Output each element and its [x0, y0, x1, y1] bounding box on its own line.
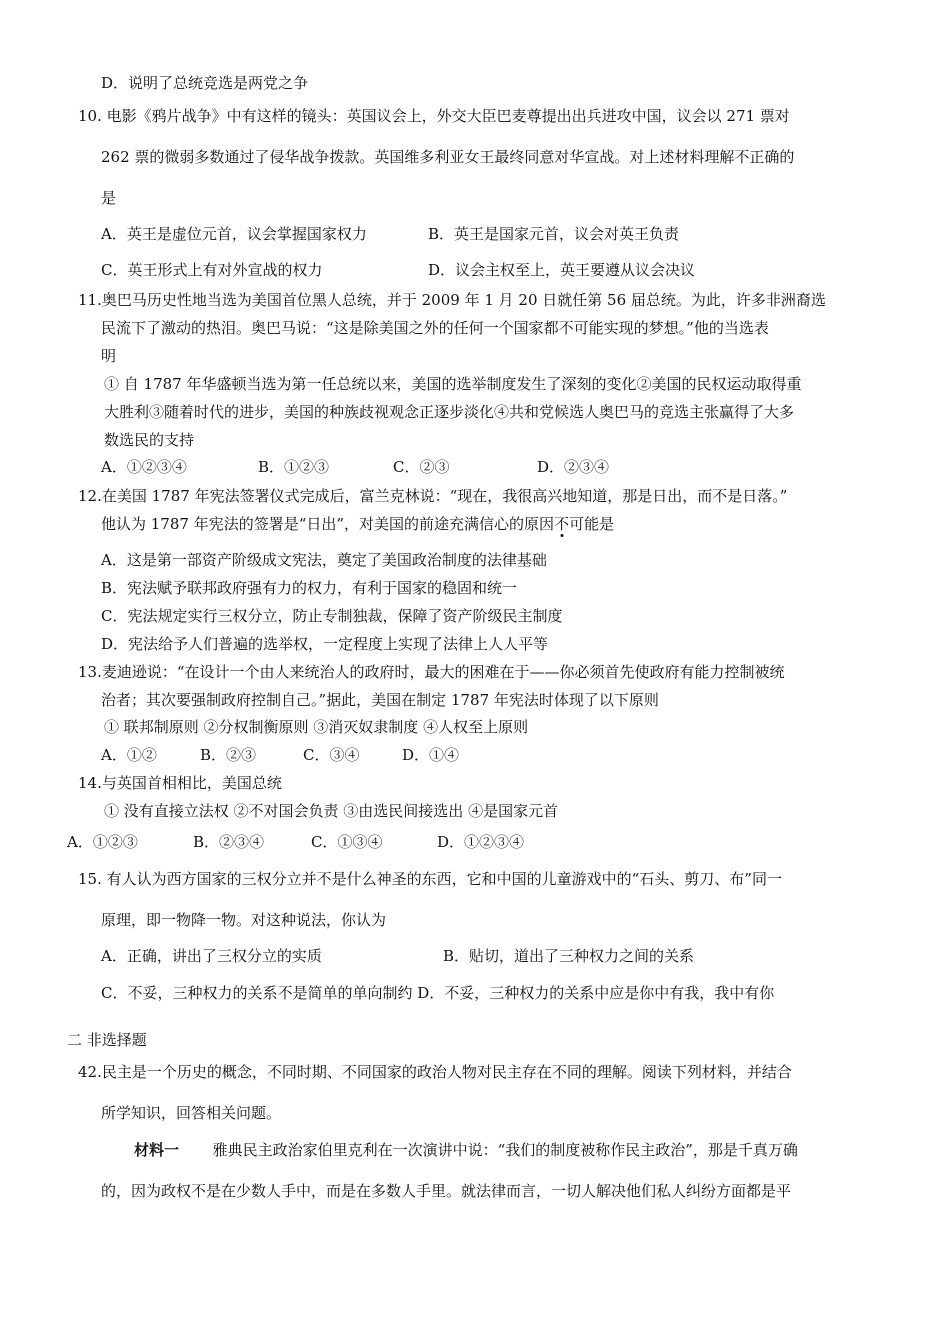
q12-stem-line2 [101, 514, 614, 534]
q11-item-line1: ① 自 1787 年华盛顿当选为第一任总统以来，美国的选举制度发生了深刻的变化②美国的民权运动取得重 [104, 375, 802, 393]
q14-stem-line1: 14.与英国首相相比，美国总统 [78, 774, 282, 792]
q12-stem-line1: 12.在美国 1787 年宪法签署仪式完成后，富兰克林说：“现在，我很高兴地知道，那是日出，而不是日落。” [78, 487, 788, 505]
q13-stem-line2: 治者；其次要强制政府控制自己。”据此，美国在制定 1787 年宪法时体现了以下原则 [101, 691, 659, 709]
q11-item-line3: 数选民的支持 [104, 431, 195, 449]
q12-emphasis-char: 不 [554, 515, 570, 533]
q11-stem-line1: 11.奥巴马历史性地当选为美国首位黑人总统，并于 2009 年 1 月 20 日就任第 56 届总统。为此，许多非洲裔选 [78, 291, 826, 309]
q15-option-cd: C．不妥，三种权力的关系不是简单的单向制约 D．不妥，三种权力的关系中应是你中有我，我中有你 [101, 984, 775, 1002]
material-text-line1: 雅典民主政治家伯里克利在一次演讲中说：“我们的制度被称作民主政治”，那是千真万确 [212, 1141, 798, 1159]
q42-material-line2: 的，因为政权不是在少数人手中，而是在多数人手里。就法律而言，一切人解决他们私人纠纷方面都是平 [101, 1182, 792, 1200]
q10-option-a: A．英王是虚位元首，议会掌握国家权力 [101, 225, 367, 243]
q14-option-b: B．②③④ [193, 833, 265, 851]
q10-stem-line3: 是 [101, 189, 117, 207]
q11-item-line2: 大胜利③随着时代的进步，美国的种族歧视观念正逐步淡化④共和党候选人奥巴马的竞选主张赢得了大多 [104, 403, 795, 421]
q11-option-b: B．①②③ [258, 458, 330, 476]
q14-option-d: D．①②③④ [437, 833, 525, 851]
q12-stem-line2-pre: 他认为 1787 年宪法的签署是“日出”，对美国的前途充满信心的原因 [101, 515, 555, 533]
q42-material-line1 [134, 1140, 798, 1160]
q13-items: ① 联邦制原则 ②分权制衡原则 ③消灭奴隶制度 ④人权至上原则 [104, 718, 529, 736]
q13-option-c: C．③④ [303, 746, 360, 764]
q12-option-a: A．这是第一部资产阶级成文宪法，奠定了美国政治制度的法律基础 [101, 551, 547, 569]
q11-option-d: D．②③④ [537, 458, 610, 476]
q10-stem-line1: 10. 电影《鸦片战争》中有这样的镜头：英国议会上，外交大臣巴麦尊提出出兵进攻中国，议会以 271 票对 [78, 107, 790, 125]
q11-option-c: C．②③ [393, 458, 450, 476]
q11-stem-line3: 明 [101, 347, 117, 365]
q12-option-c: C．宪法规定实行三权分立，防止专制独裁，保障了资产阶级民主制度 [101, 607, 563, 625]
q12-option-b: B．宪法赋予联邦政府强有力的权力，有利于国家的稳固和统一 [101, 579, 518, 597]
q42-stem-line1: 42.民主是一个历史的概念，不同时期、不同国家的政治人物对民主存在不同的理解。阅读下列材料，并结合 [78, 1063, 792, 1081]
q15-stem-line1: 15. 有人认为西方国家的三权分立并不是什么神圣的东西，它和中国的儿童游戏中的“石头、剪刀、布”同一 [78, 870, 782, 888]
q13-option-b: B．②③ [200, 746, 257, 764]
q10-option-c: C．英王形式上有对外宣战的权力 [101, 261, 323, 279]
q42-stem-line2: 所学知识，回答相关问题。 [101, 1104, 282, 1122]
q14-option-c: C．①③④ [311, 833, 383, 851]
q10-stem-line2: 262 票的微弱多数通过了侵华战争拨款。英国维多利亚女王最终同意对华宣战。对上述材料理解不正确的 [101, 148, 795, 166]
q15-stem-line2: 原理，即一物降一物。对这种说法，你认为 [101, 911, 387, 929]
material-label: 材料一 [134, 1141, 180, 1159]
q12-stem-line2-post: 可能是 [569, 515, 615, 533]
q13-option-d: D．①④ [402, 746, 460, 764]
q10-option-d: D．议会主权至上，英王要遵从议会决议 [428, 261, 696, 279]
q15-option-b: B．贴切，道出了三种权力之间的关系 [443, 947, 695, 965]
q9-option-d: D．说明了总统竞选是两党之争 [101, 74, 309, 92]
q11-option-a: A．①②③④ [101, 458, 187, 476]
q11-stem-line2: 民流下了激动的热泪。奥巴马说：“这是除美国之外的任何一个国家都不可能实现的梦想。”他的当选表 [101, 319, 769, 337]
q14-option-a: A．①②③ [67, 833, 138, 851]
q14-items: ① 没有直接立法权 ②不对国会负责 ③由选民间接选出 ④是国家元首 [104, 802, 559, 820]
section-title: 二 非选择题 [67, 1031, 147, 1049]
q12-option-d: D．宪法给予人们普遍的选举权，一定程度上实现了法律上人人平等 [101, 635, 549, 653]
q10-option-b: B．英王是国家元首，议会对英王负责 [428, 225, 680, 243]
q15-option-a: A．正确，讲出了三权分立的实质 [101, 947, 322, 965]
q13-stem-line1: 13.麦迪逊说：“在设计一个由人来统治人的政府时，最大的困难在于——你必须首先使政府有能力控制被统 [78, 663, 785, 681]
q13-option-a: A．①② [101, 746, 157, 764]
